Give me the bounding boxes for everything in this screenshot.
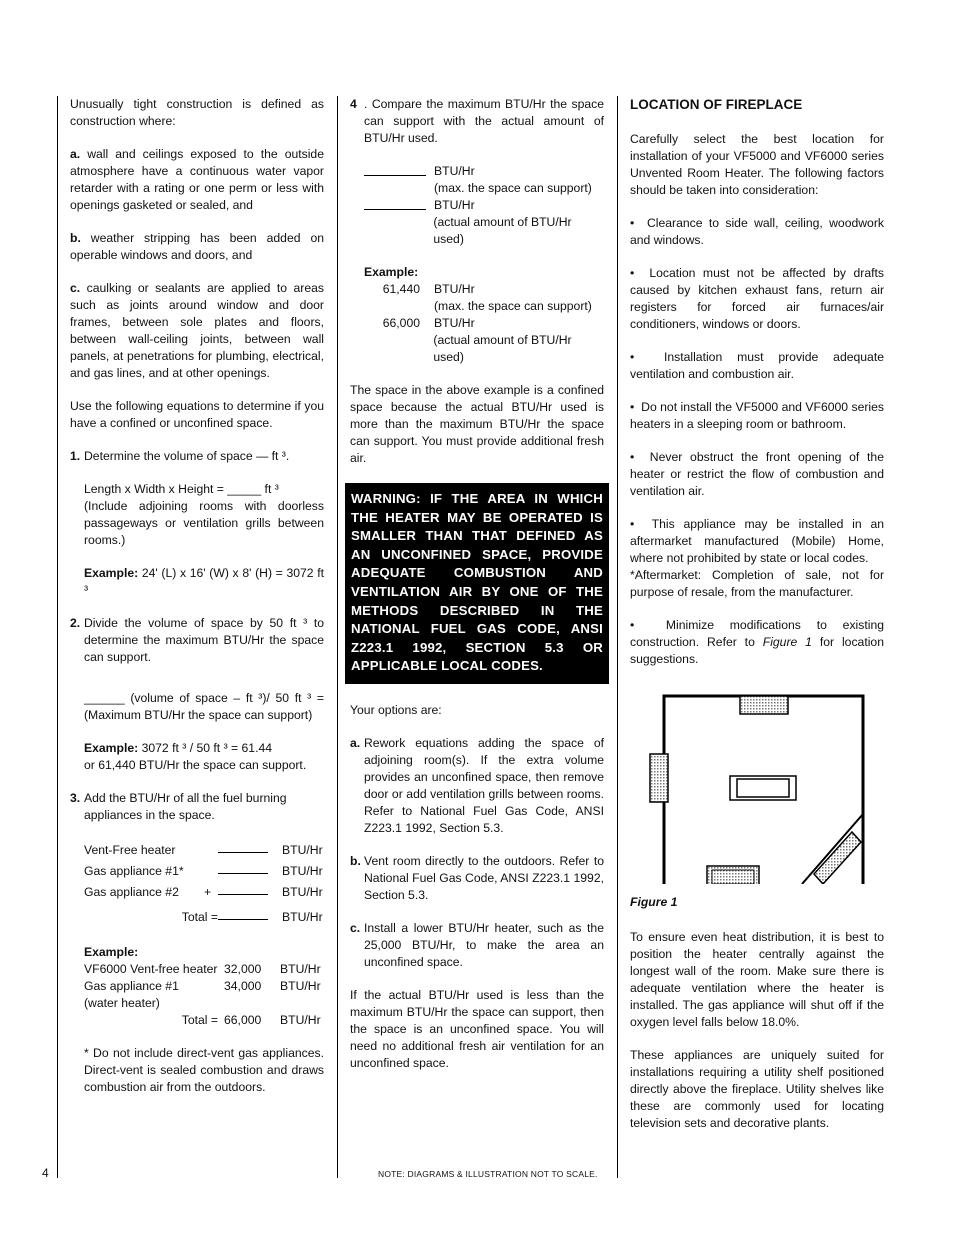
appliance-row: Vent-Free heater BTU/Hr <box>84 840 324 861</box>
section-heading: LOCATION OF FIREPLACE <box>630 97 803 112</box>
example-row: VF6000 Vent-free heater 32,000 BTU/Hr <box>84 962 321 976</box>
page-number: 4 <box>42 1166 49 1180</box>
bullet-item: • Clearance to side wall, ceiling, woodwork and windows. <box>630 216 884 247</box>
example-3: Example: VF6000 Vent-free heater 32,000 BTU/Hr Gas appliance #1 34,000 BTU/Hr (water heater) Total = 66,000 BTU/Hr <box>84 944 324 1029</box>
step-2-formula: ______ (volume of space – ft ³)/ 50 ft ³ = (Maximum BTU/Hr the space can support) <box>84 691 324 722</box>
figure-caption: Figure 1 <box>630 895 678 909</box>
equations-intro: Use the following equations to determine if you have a confined or unconfined space. <box>70 399 324 430</box>
example-row: (water heater) <box>84 996 160 1010</box>
column-divider-1 <box>57 96 58 1178</box>
column-1 <box>70 96 324 1112</box>
step-1: 1. Determine the volume of space — ft ³. <box>70 449 290 463</box>
column-3 <box>630 96 884 1148</box>
utility-shelf-paragraph: These appliances are uniquely suited for installations requiring a utility shelf positioned directly above the fireplace. Utility shelves like these are commonly used for locating television sets and decorative plants. <box>630 1048 884 1130</box>
option-a: a. Rework equations adding the space of adjoining room(s). If the extra volume provides an unconfined space, then remove door or add ventilation grills between rooms. Refer to National Fuel Gas Code, ANSI Z223.1 1992, Section 5.3. <box>350 735 604 835</box>
top-wall-heater <box>740 696 788 714</box>
bullet-item: • Location must not be affected by drafts caused by kitchen exhaust fans, return air registers for forced air furnaces/air conditioners, windows or doors. <box>630 266 884 331</box>
step-4: 4 . Compare the maximum BTU/Hr the space can support with the actual amount of BTU/Hr used. <box>350 97 604 145</box>
heat-distribution-paragraph: To ensure even heat distribution, it is best to position the heater centrally against the longest wall of the room. Make sure there is adequate ventilation where the heater is installed. The gas appliance will shut off if the oxygen level falls below 18.0%. <box>630 930 884 1029</box>
condition-a: a. wall and ceilings exposed to the outside atmosphere have a continuous water vapor retarder with a rating or one perm or less with openings gasketed or sealed, and <box>70 147 324 212</box>
bullet-item: • Minimize modifications to existing construction. Refer to Figure 1 for location suggestions. <box>630 618 884 666</box>
step-1-formula: Length x Width x Height = _____ ft ³ <box>84 482 279 496</box>
step-2-example: Example: 3072 ft ³ / 50 ft ³ = 61.44 or 61,440 BTU/Hr the space can support. <box>84 741 307 772</box>
example-total-row: Total = 66,000 BTU/Hr <box>181 1013 321 1027</box>
appliance-row: Gas appliance #1* BTU/Hr <box>84 861 324 882</box>
step-1-example: Example: 24' (L) x 16' (W) x 8' (H) = 3072 ft ³ <box>84 566 324 597</box>
figure-1-diagram <box>630 684 884 884</box>
room-layout-diagram <box>630 684 884 884</box>
condition-c: c. caulking or sealants are applied to areas such as joints around window and door frames, between sole plates and floors, between wall-ceiling joints, between wall panels, at penetrations for plumbing, electrical, and gas lines, and at other openings. <box>70 281 324 380</box>
column-divider-2 <box>337 96 338 1178</box>
condition-b: b. weather stripping has been added on operable windows and doors, and <box>70 231 324 262</box>
compare-blanks: BTU/Hr (max. the space can support) BTU/Hr (actual amount of BTU/Hr used) <box>364 163 604 248</box>
location-intro: Carefully select the best location for installation of your VF5000 and VF6000 series Unvented Room Heater. The following factors should be taken into consideration: <box>630 132 884 197</box>
direct-vent-footnote: * Do not include direct-vent gas appliances. Direct-vent is sealed combustion and draws combustion air from the outdoors. <box>84 1046 324 1094</box>
bullet-item: • Installation must provide adequate ventilation and combustion air. <box>630 350 884 381</box>
warning-box: WARNING: IF THE AREA IN WHICH THE HEATER MAY BE OPERATED IS SMALLER THAN THAT DEFINED AS AN UNCONFINED SPACE, PROVIDE ADEQUATE COMBUSTION AND VENTILATION AIR BY ONE OF THE METHODS DESCRIBED IN THE NATIONAL FUEL GAS CODE, ANSI Z223.1 1992, SECTION 5.3 OR APPLICABLE LOCAL CODES. <box>345 483 609 684</box>
appliance-table <box>84 840 324 928</box>
appliance-total-row: Total = BTU/Hr <box>84 907 324 928</box>
step-3: 3. Add the BTU/Hr of all the fuel burning appliances in the space. <box>70 791 287 822</box>
option-c: c. Install a lower BTU/Hr heater, such as the 25,000 BTU/Hr, to make the area an unconfined space. <box>350 920 604 969</box>
tight-construction-intro: Unusually tight construction is defined as construction where: <box>70 97 324 128</box>
bullet-item: • Do not install the VF5000 and VF6000 series heaters in a sleeping room or bathroom. <box>630 400 884 431</box>
scale-note: NOTE: DIAGRAMS & ILLUSTRATION NOT TO SCALE. <box>378 1169 598 1179</box>
unconfined-closing: If the actual BTU/Hr used is less than the maximum BTU/Hr the space can support, then the space is an unconfined space. You will need no additional fresh air ventilation for an unconfined space. <box>350 987 604 1070</box>
confined-space-explanation: The space in the above example is a confined space because the actual BTU/Hr used is more than the maximum BTU/Hr the space can support. You must provide additional fresh air. <box>350 383 604 465</box>
compare-example: Example: 61,440 BTU/Hr (max. the space can support) 66,000 BTU/Hr (actual amount of BTU/Hr used) <box>364 265 592 364</box>
column-divider-3 <box>617 96 618 1178</box>
bullet-item: • This appliance may be installed in an aftermarket manufactured (Mobile) Home, where not prohibited by state or local codes. *Aftermarket: Completion of sale, not for purpose of resale, from the manufacturer. <box>630 517 884 599</box>
options-intro: Your options are: <box>350 702 442 717</box>
appliance-row: Gas appliance #2 + BTU/Hr <box>84 882 324 903</box>
option-b: b. Vent room directly to the outdoors. Refer to National Fuel Gas Code, ANSI Z223.1 1992, Section 5.3. <box>350 853 604 902</box>
bullet-item: • Never obstruct the front opening of the heater or restrict the flow of combustion and ventilation air. <box>630 450 884 498</box>
aftermarket-note: *Aftermarket: Completion of sale, not for purpose of resale, from the manufacturer. <box>630 568 884 599</box>
step-2: 2. Divide the volume of space by 50 ft ³ to determine the maximum BTU/Hr the space can support. <box>70 616 324 664</box>
step-1-note: (Include adjoining rooms with doorless passageways or ventilation grills between rooms.) <box>84 499 324 547</box>
column-2 <box>350 96 604 1088</box>
left-wall-heater <box>650 754 668 802</box>
example-row: Gas appliance #1 34,000 BTU/Hr <box>84 979 321 993</box>
